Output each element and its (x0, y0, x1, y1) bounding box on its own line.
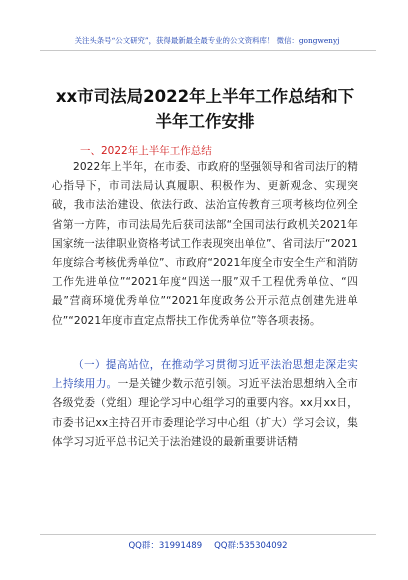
paragraph-1: 2022年上半年，在市委、市政府的坚强领导和省司法厅的精心指导下，市司法局认真履职、积极作为、更新观念、实现突破，我市法治建设、依法行政、法治宣传教育三项考核均位列全省第一方阵，市司法局先后获司法部“全国司法行政机关2021年国家统一法律职业资格考试工作表现突出单位”、省司法厅“2021年度综合考核优秀单位”、市政府“2021年度全市安全生产和消防工作先进单位”“2021年度“四送一服”双千工程优秀单位、“四最”营商环境优秀单位”“2021年度政务公开示范点创建先进单位”“2021年度市直定点帮扶工作优秀单位”等各项表扬。 (52, 161, 358, 327)
paragraph-2 (52, 356, 358, 452)
document-title: xx市司法局2022年上半年工作总结和下半年工作安排 (55, 87, 355, 131)
header-note: 关注头条号“公文研究”，获得最新最全最专业的公文资料库！ 微信：gongwenyj (74, 36, 340, 45)
section-heading: 一、2022年上半年工作总结 (80, 145, 212, 157)
footer-divider (40, 534, 376, 535)
footer-qq-group-2: QQ群:535304092 (214, 541, 288, 551)
footer-qq-group-1: QQ群：31991489 (128, 541, 203, 551)
header-divider (40, 50, 376, 51)
paragraph-2-heading: （一）提高站位，在推动学习贯彻习近平法治思想走深走实上持续用力。 (52, 359, 358, 391)
paragraph-2-body: 一是关键少数示范引领。习近平法治思想纳入全市各级党委（党组）理论学习中心组学习的重要内容。xx月xx日，市委书记xx主持召开市委理论学习中心组（扩大）学习会议，集体学习习近平总书记关于法治建设的最新重要讲话精 (52, 378, 358, 448)
footer (40, 539, 376, 551)
